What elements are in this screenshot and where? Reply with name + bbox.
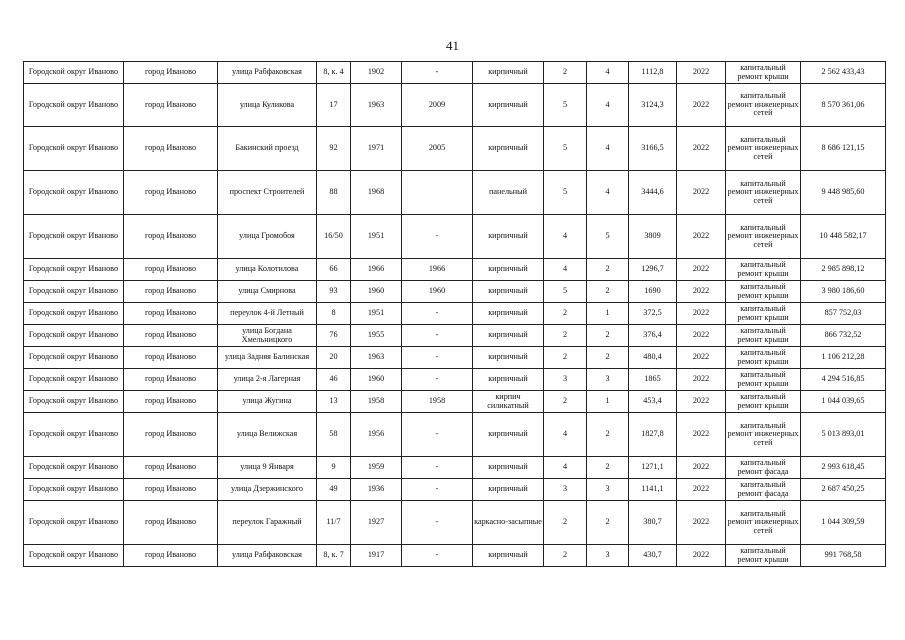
cell-year-renovated: -	[402, 413, 473, 457]
table-row	[24, 281, 886, 303]
cell-entrances: 2	[587, 413, 629, 457]
cell-year-renovated	[402, 171, 473, 215]
cell-year-renovated: 1966	[402, 259, 473, 281]
cell-district: Городской округ Иваново	[24, 215, 124, 259]
table-row	[24, 457, 886, 479]
cell-area: 1141,1	[629, 479, 677, 501]
cell-year-built: 1971	[351, 127, 402, 171]
cell-wall-material: кирпичный	[473, 303, 544, 325]
cell-wall-material: кирпичный	[473, 347, 544, 369]
cell-street: переулок Гаражный	[218, 501, 317, 545]
page-number: 41	[446, 38, 459, 53]
cell-year-renovated: -	[402, 369, 473, 391]
cell-floors: 4	[544, 413, 587, 457]
table-row	[24, 171, 886, 215]
cell-entrances: 5	[587, 215, 629, 259]
cell-district: Городской округ Иваново	[24, 84, 124, 127]
table-row	[24, 127, 886, 171]
cell-entrances: 1	[587, 391, 629, 413]
cell-floors: 2	[544, 391, 587, 413]
cell-street: улица Велижская	[218, 413, 317, 457]
cell-year-built: 1917	[351, 545, 402, 567]
cell-district: Городской округ Иваново	[24, 259, 124, 281]
cell-year-built: 1963	[351, 84, 402, 127]
cell-street: улица 9 Января	[218, 457, 317, 479]
cell-year-built: 1951	[351, 303, 402, 325]
cell-cost: 2 993 618,45	[801, 457, 886, 479]
cell-plan-year: 2022	[677, 457, 726, 479]
cell-year-renovated: 2005	[402, 127, 473, 171]
cell-house: 49	[317, 479, 351, 501]
cell-area: 1271,1	[629, 457, 677, 479]
cell-year-built: 1927	[351, 501, 402, 545]
cell-city: город Иваново	[124, 281, 218, 303]
cell-work-type: капитальный ремонт инженерных сетей	[726, 413, 801, 457]
table-row	[24, 259, 886, 281]
cell-year-renovated: -	[402, 545, 473, 567]
cell-area: 3166,5	[629, 127, 677, 171]
cell-entrances: 3	[587, 479, 629, 501]
cell-year-renovated: -	[402, 479, 473, 501]
cell-street: улица Жугина	[218, 391, 317, 413]
cell-floors: 4	[544, 457, 587, 479]
cell-house: 17	[317, 84, 351, 127]
cell-plan-year: 2022	[677, 62, 726, 84]
cell-street: улица Рабфаковская	[218, 62, 317, 84]
cell-entrances: 3	[587, 545, 629, 567]
cell-area: 3809	[629, 215, 677, 259]
cell-district: Городской округ Иваново	[24, 62, 124, 84]
cell-area: 1112,8	[629, 62, 677, 84]
cell-floors: 5	[544, 281, 587, 303]
cell-wall-material: кирпичный	[473, 62, 544, 84]
cell-area: 1827,8	[629, 413, 677, 457]
cell-wall-material: кирпичный	[473, 457, 544, 479]
cell-year-renovated: -	[402, 215, 473, 259]
cell-wall-material: кирпичный	[473, 84, 544, 127]
cell-year-built: 1959	[351, 457, 402, 479]
cell-floors: 2	[544, 501, 587, 545]
cell-work-type: капитальный ремонт крыши	[726, 303, 801, 325]
cell-work-type: капитальный ремонт инженерных сетей	[726, 127, 801, 171]
cell-entrances: 2	[587, 325, 629, 347]
cell-cost: 2 687 450,25	[801, 479, 886, 501]
cell-year-built: 1960	[351, 281, 402, 303]
cell-street: переулок 4-й Летный	[218, 303, 317, 325]
cell-work-type: капитальный ремонт инженерных сетей	[726, 84, 801, 127]
cell-floors: 2	[544, 62, 587, 84]
cell-street: улица Задняя Балинская	[218, 347, 317, 369]
cell-house: 8, к. 4	[317, 62, 351, 84]
cell-cost: 857 752,03	[801, 303, 886, 325]
cell-entrances: 2	[587, 457, 629, 479]
cell-work-type: капитальный ремонт крыши	[726, 347, 801, 369]
cell-work-type: капитальный ремонт крыши	[726, 259, 801, 281]
cell-house: 8, к. 7	[317, 545, 351, 567]
cell-entrances: 2	[587, 501, 629, 545]
cell-year-built: 1963	[351, 347, 402, 369]
cell-district: Городской округ Иваново	[24, 391, 124, 413]
cell-floors: 3	[544, 369, 587, 391]
cell-street: улица Громобоя	[218, 215, 317, 259]
cell-house: 92	[317, 127, 351, 171]
cell-cost: 866 732,52	[801, 325, 886, 347]
cell-plan-year: 2022	[677, 84, 726, 127]
cell-floors: 2	[544, 347, 587, 369]
cell-floors: 5	[544, 84, 587, 127]
cell-floors: 4	[544, 215, 587, 259]
cell-work-type: капитальный ремонт фасада	[726, 457, 801, 479]
cell-plan-year: 2022	[677, 127, 726, 171]
cell-cost: 10 448 582,17	[801, 215, 886, 259]
cell-district: Городской округ Иваново	[24, 369, 124, 391]
cell-work-type: капитальный ремонт крыши	[726, 369, 801, 391]
cell-street: улица Куликова	[218, 84, 317, 127]
cell-year-renovated: -	[402, 457, 473, 479]
cell-area: 480,4	[629, 347, 677, 369]
cell-year-built: 1966	[351, 259, 402, 281]
table-row	[24, 347, 886, 369]
cell-plan-year: 2022	[677, 259, 726, 281]
cell-house: 58	[317, 413, 351, 457]
cell-plan-year: 2022	[677, 501, 726, 545]
cell-year-built: 1956	[351, 413, 402, 457]
table-row	[24, 545, 886, 567]
cell-cost: 2 985 898,12	[801, 259, 886, 281]
table-row	[24, 391, 886, 413]
cell-year-built: 1936	[351, 479, 402, 501]
cell-city: город Иваново	[124, 347, 218, 369]
cell-street: улица 2-я Лагерная	[218, 369, 317, 391]
cell-district: Городской округ Иваново	[24, 479, 124, 501]
table-row	[24, 413, 886, 457]
cell-area: 372,5	[629, 303, 677, 325]
cell-district: Городской округ Иваново	[24, 347, 124, 369]
cell-floors: 5	[544, 127, 587, 171]
cell-area: 1296,7	[629, 259, 677, 281]
cell-plan-year: 2022	[677, 171, 726, 215]
cell-city: город Иваново	[124, 369, 218, 391]
cell-wall-material: кирпичный	[473, 281, 544, 303]
cell-house: 20	[317, 347, 351, 369]
cell-city: город Иваново	[124, 457, 218, 479]
cell-floors: 2	[544, 303, 587, 325]
cell-house: 46	[317, 369, 351, 391]
cell-cost: 8 570 361,06	[801, 84, 886, 127]
cell-plan-year: 2022	[677, 545, 726, 567]
cell-wall-material: кирпичный	[473, 215, 544, 259]
cell-work-type: капитальный ремонт крыши	[726, 62, 801, 84]
table-row	[24, 84, 886, 127]
cell-year-built: 1968	[351, 171, 402, 215]
cell-floors: 2	[544, 325, 587, 347]
cell-city: город Иваново	[124, 84, 218, 127]
cell-city: город Иваново	[124, 127, 218, 171]
cell-year-built: 1902	[351, 62, 402, 84]
cell-city: город Иваново	[124, 171, 218, 215]
cell-cost: 3 980 186,60	[801, 281, 886, 303]
cell-street: улица Богдана Хмельницкого	[218, 325, 317, 347]
cell-entrances: 2	[587, 259, 629, 281]
table-row	[24, 215, 886, 259]
cell-street: проспект Строителей	[218, 171, 317, 215]
cell-area: 430,7	[629, 545, 677, 567]
table-row	[24, 479, 886, 501]
cell-house: 11/7	[317, 501, 351, 545]
cell-entrances: 3	[587, 369, 629, 391]
cell-work-type: капитальный ремонт крыши	[726, 325, 801, 347]
cell-year-renovated: -	[402, 62, 473, 84]
cell-work-type: капитальный ремонт инженерных сетей	[726, 501, 801, 545]
cell-year-renovated: 2009	[402, 84, 473, 127]
cell-wall-material: панельный	[473, 171, 544, 215]
cell-work-type: капитальный ремонт инженерных сетей	[726, 171, 801, 215]
cell-cost: 4 294 516,85	[801, 369, 886, 391]
cell-district: Городской округ Иваново	[24, 545, 124, 567]
cell-plan-year: 2022	[677, 303, 726, 325]
cell-area: 1865	[629, 369, 677, 391]
cell-cost: 9 448 985,60	[801, 171, 886, 215]
cell-city: город Иваново	[124, 413, 218, 457]
cell-work-type: капитальный ремонт крыши	[726, 545, 801, 567]
cell-house: 16/50	[317, 215, 351, 259]
cell-year-built: 1958	[351, 391, 402, 413]
cell-street: Бакинский проезд	[218, 127, 317, 171]
cell-district: Городской округ Иваново	[24, 325, 124, 347]
cell-city: город Иваново	[124, 259, 218, 281]
cell-entrances: 4	[587, 62, 629, 84]
cell-house: 93	[317, 281, 351, 303]
cell-cost: 991 768,58	[801, 545, 886, 567]
cell-cost: 1 044 039,65	[801, 391, 886, 413]
cell-area: 376,4	[629, 325, 677, 347]
cell-year-renovated: -	[402, 347, 473, 369]
cell-city: город Иваново	[124, 501, 218, 545]
cell-city: город Иваново	[124, 325, 218, 347]
cell-year-renovated: -	[402, 303, 473, 325]
cell-district: Городской округ Иваново	[24, 171, 124, 215]
cell-district: Городской округ Иваново	[24, 457, 124, 479]
cell-entrances: 4	[587, 84, 629, 127]
cell-plan-year: 2022	[677, 391, 726, 413]
cell-city: город Иваново	[124, 215, 218, 259]
cell-house: 8	[317, 303, 351, 325]
cell-work-type: капитальный ремонт инженерных сетей	[726, 215, 801, 259]
cell-year-renovated: 1960	[402, 281, 473, 303]
cell-district: Городской округ Иваново	[24, 127, 124, 171]
cell-plan-year: 2022	[677, 369, 726, 391]
cell-wall-material: кирпичный	[473, 325, 544, 347]
cell-floors: 3	[544, 479, 587, 501]
cell-district: Городской округ Иваново	[24, 413, 124, 457]
cell-plan-year: 2022	[677, 281, 726, 303]
cell-plan-year: 2022	[677, 413, 726, 457]
cell-year-renovated: 1958	[402, 391, 473, 413]
cell-city: город Иваново	[124, 62, 218, 84]
cell-city: город Иваново	[124, 303, 218, 325]
cell-year-built: 1960	[351, 369, 402, 391]
cell-street: улица Колотилова	[218, 259, 317, 281]
cell-wall-material: кирпичный	[473, 127, 544, 171]
cell-wall-material: кирпич силикатный	[473, 391, 544, 413]
cell-cost: 5 013 893,01	[801, 413, 886, 457]
cell-entrances: 2	[587, 281, 629, 303]
cell-street: улица Рабфаковская	[218, 545, 317, 567]
cell-entrances: 2	[587, 347, 629, 369]
cell-house: 76	[317, 325, 351, 347]
table-row	[24, 62, 886, 84]
table-row	[24, 369, 886, 391]
cell-cost: 1 106 212,28	[801, 347, 886, 369]
cell-wall-material: кирпичный	[473, 479, 544, 501]
table-row	[24, 501, 886, 545]
cell-cost: 2 562 433,43	[801, 62, 886, 84]
cell-city: город Иваново	[124, 479, 218, 501]
cell-entrances: 4	[587, 171, 629, 215]
cell-entrances: 1	[587, 303, 629, 325]
table-row	[24, 303, 886, 325]
cell-plan-year: 2022	[677, 479, 726, 501]
cell-street: улица Дзержинского	[218, 479, 317, 501]
cell-street: улица Смирнова	[218, 281, 317, 303]
cell-city: город Иваново	[124, 545, 218, 567]
cell-entrances: 4	[587, 127, 629, 171]
cell-cost: 8 686 121,15	[801, 127, 886, 171]
cell-house: 13	[317, 391, 351, 413]
cell-house: 88	[317, 171, 351, 215]
cell-house: 66	[317, 259, 351, 281]
cell-wall-material: каркасно-засыпные	[473, 501, 544, 545]
cell-year-built: 1955	[351, 325, 402, 347]
table-body	[24, 62, 886, 567]
cell-area: 3124,3	[629, 84, 677, 127]
cell-floors: 4	[544, 259, 587, 281]
cell-district: Городской округ Иваново	[24, 303, 124, 325]
cell-wall-material: кирпичный	[473, 369, 544, 391]
cell-house: 9	[317, 457, 351, 479]
cell-area: 380,7	[629, 501, 677, 545]
cell-work-type: капитальный ремонт фасада	[726, 479, 801, 501]
cell-plan-year: 2022	[677, 215, 726, 259]
cell-work-type: капитальный ремонт крыши	[726, 281, 801, 303]
cell-year-renovated: -	[402, 325, 473, 347]
cell-plan-year: 2022	[677, 347, 726, 369]
cell-floors: 5	[544, 171, 587, 215]
cell-district: Городской округ Иваново	[24, 281, 124, 303]
cell-city: город Иваново	[124, 391, 218, 413]
cell-wall-material: кирпичный	[473, 545, 544, 567]
cell-cost: 1 044 309,59	[801, 501, 886, 545]
cell-floors: 2	[544, 545, 587, 567]
cell-year-renovated: -	[402, 501, 473, 545]
cell-area: 453,4	[629, 391, 677, 413]
cell-wall-material: кирпичный	[473, 259, 544, 281]
cell-year-built: 1951	[351, 215, 402, 259]
cell-wall-material: кирпичный	[473, 413, 544, 457]
cell-area: 1690	[629, 281, 677, 303]
cell-work-type: капитальный ремонт крыши	[726, 391, 801, 413]
table-row	[24, 325, 886, 347]
housing-registry-table	[23, 61, 886, 567]
cell-district: Городской округ Иваново	[24, 501, 124, 545]
cell-area: 3444,6	[629, 171, 677, 215]
cell-plan-year: 2022	[677, 325, 726, 347]
